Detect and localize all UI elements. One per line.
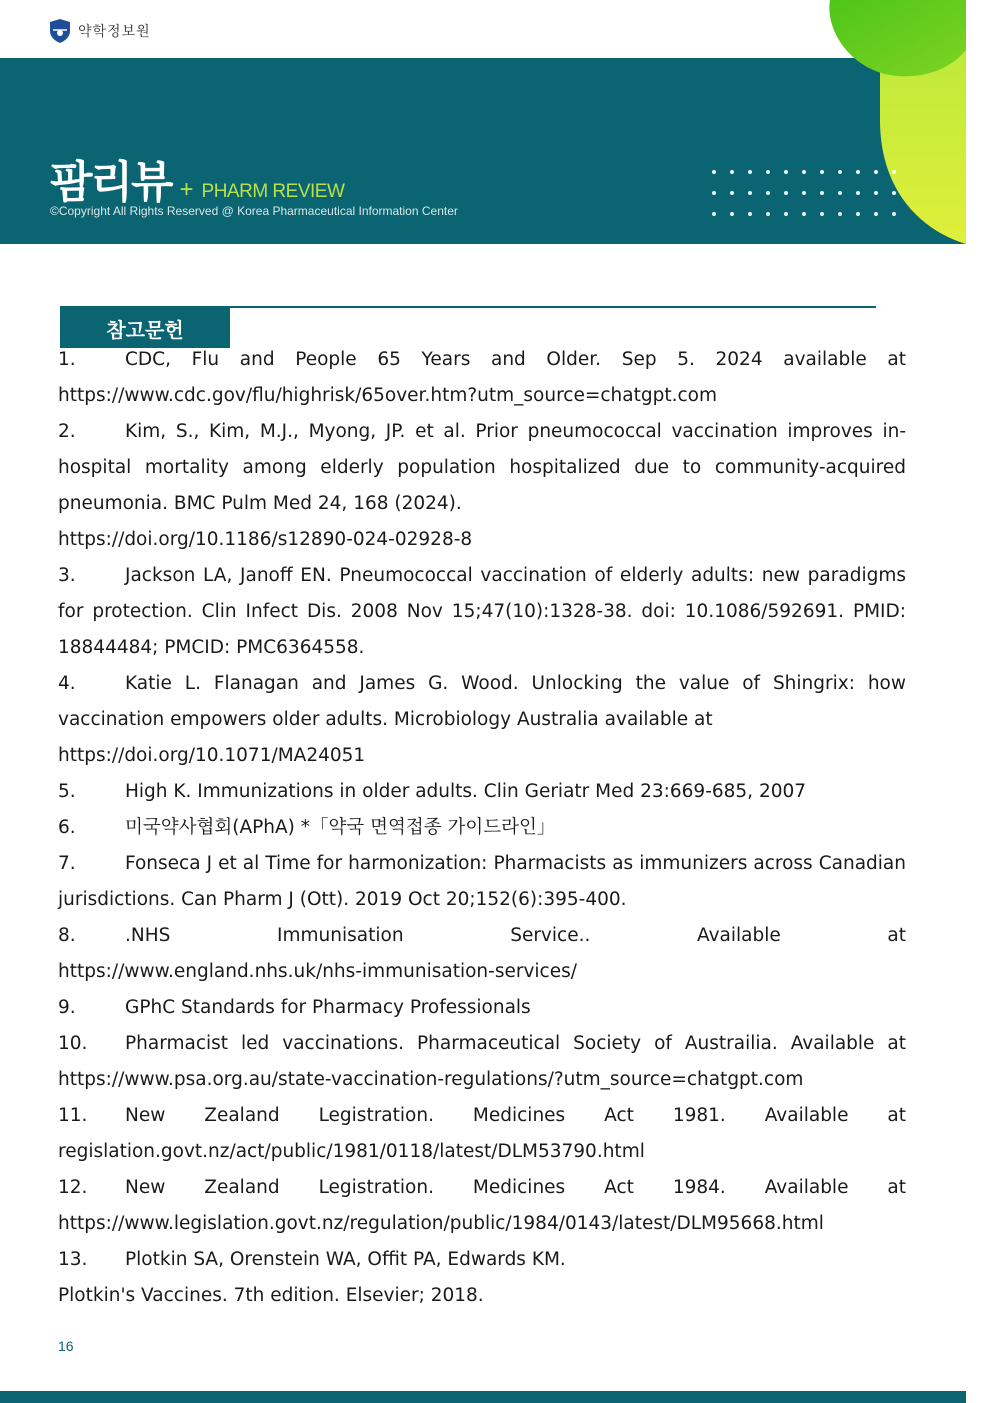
reference-link[interactable]: https://www.legislation.govt.nz/regulation/public/1984/0143/latest/DLM95668.html	[58, 1213, 824, 1234]
reference-item	[58, 414, 906, 558]
reference-text: Fonseca J et al Time for harmonization: Pharmacists as immunizers across Canadian jurisdictions. Can Pharm J (Ott). 2019 Oct 20;152(6):395-400.	[58, 853, 906, 910]
reference-link[interactable]: regislation.govt.nz/act/public/1981/0118/latest/DLM53790.html	[58, 1141, 645, 1162]
reference-number: 2.	[58, 421, 76, 442]
reference-link[interactable]: https://www.england.nhs.uk/nhs-immunisation-services/	[58, 961, 577, 982]
reference-text: High K. Immunizations in older adults. Clin Geriatr Med 23:669-685, 2007	[125, 781, 807, 802]
reference-link[interactable]: https://doi.org/10.1071/MA24051	[58, 745, 366, 766]
reference-text: Pharmacist led vaccinations. Pharmaceutical Society of Austrailia. Available at	[125, 1033, 906, 1054]
reference-number: 3.	[58, 565, 76, 586]
org-logo	[48, 18, 151, 44]
reference-text: 미국약사협회(APhA) *「약국 면역접종 가이드라인」	[125, 817, 556, 838]
reference-number: 1.	[58, 349, 76, 370]
reference-item	[58, 1170, 906, 1242]
reference-number: 9.	[58, 997, 76, 1018]
reference-number: 13.	[58, 1249, 88, 1270]
brand-plus: +	[179, 176, 194, 203]
reference-item	[58, 774, 906, 810]
reference-number: 12.	[58, 1177, 88, 1198]
reference-number: 11.	[58, 1105, 88, 1126]
reference-item	[58, 846, 906, 918]
reference-item	[58, 1242, 906, 1314]
reference-number: 6.	[58, 817, 76, 838]
reference-item	[58, 918, 906, 990]
reference-item	[58, 1098, 906, 1170]
reference-continuation: Plotkin's Vaccines. 7th edition. Elsevier; 2018.	[58, 1285, 484, 1306]
reference-item	[58, 666, 906, 774]
reference-item	[58, 810, 906, 846]
reference-item	[58, 558, 906, 666]
reference-number: 7.	[58, 853, 76, 874]
reference-item	[58, 1026, 906, 1098]
reference-number: 5.	[58, 781, 76, 802]
section-title: 참고문헌	[60, 308, 230, 348]
reference-text: Jackson LA, Janoff EN. Pneumococcal vaccination of elderly adults: new paradigms for protection. Clin Infect Dis. 2008 Nov 15;47(10):1328-38. doi: 10.1086/592691. PMID: 18844484; PMCID: PMC6364558.	[58, 565, 906, 658]
reference-number: 4.	[58, 673, 76, 694]
shield-logo-icon	[48, 18, 72, 44]
reference-number: 10.	[58, 1033, 88, 1054]
reference-number: 8.	[58, 925, 76, 946]
reference-text: New Zealand Legistration. Medicines Act 1981. Available at	[125, 1105, 906, 1126]
footer-bar	[0, 1391, 966, 1403]
reference-text: CDC, Flu and People 65 Years and Older. Sep 5. 2024 available at	[125, 349, 906, 370]
reference-text: .NHS Immunisation Service.. Available at	[125, 925, 906, 946]
reference-link[interactable]: https://www.psa.org.au/state-vaccination-regulations/?utm_source=chatgpt.com	[58, 1069, 804, 1090]
brand-row	[50, 146, 344, 210]
brand-subtitle: PHARM REVIEW	[201, 181, 345, 202]
brand-title: 팜리뷰	[50, 157, 172, 208]
reference-text: Plotkin SA, Orenstein WA, Offit PA, Edwards KM.	[125, 1249, 566, 1270]
reference-link[interactable]: https://doi.org/10.1186/s12890-024-02928-8	[58, 529, 473, 550]
org-name: 약학정보원	[78, 24, 151, 40]
reference-item	[58, 990, 906, 1026]
reference-text: GPhC Standards for Pharmacy Professionals	[125, 997, 531, 1018]
reference-text: Katie L. Flanagan and James G. Wood. Unlocking the value of Shingrix: how vaccination empowers older adults. Microbiology Australia available at	[58, 673, 906, 730]
copyright-notice: ©Copyright All Rights Reserved @ Korea Pharmaceutical Information Center	[50, 204, 458, 218]
reference-text: New Zealand Legistration. Medicines Act 1984. Available at	[125, 1177, 906, 1198]
reference-text: Kim, S., Kim, M.J., Myong, JP. et al. Prior pneumococcal vaccination improves in-hospital mortality among elderly population hospitalized due to community-acquired pneumonia. BMC Pulm Med 24, 168 (2024).	[58, 421, 906, 514]
reference-item	[58, 342, 906, 414]
page-number: 16	[58, 1338, 74, 1354]
reference-list	[58, 342, 906, 1314]
reference-link[interactable]: https://www.cdc.gov/flu/highrisk/65over.htm?utm_source=chatgpt.com	[58, 385, 717, 406]
